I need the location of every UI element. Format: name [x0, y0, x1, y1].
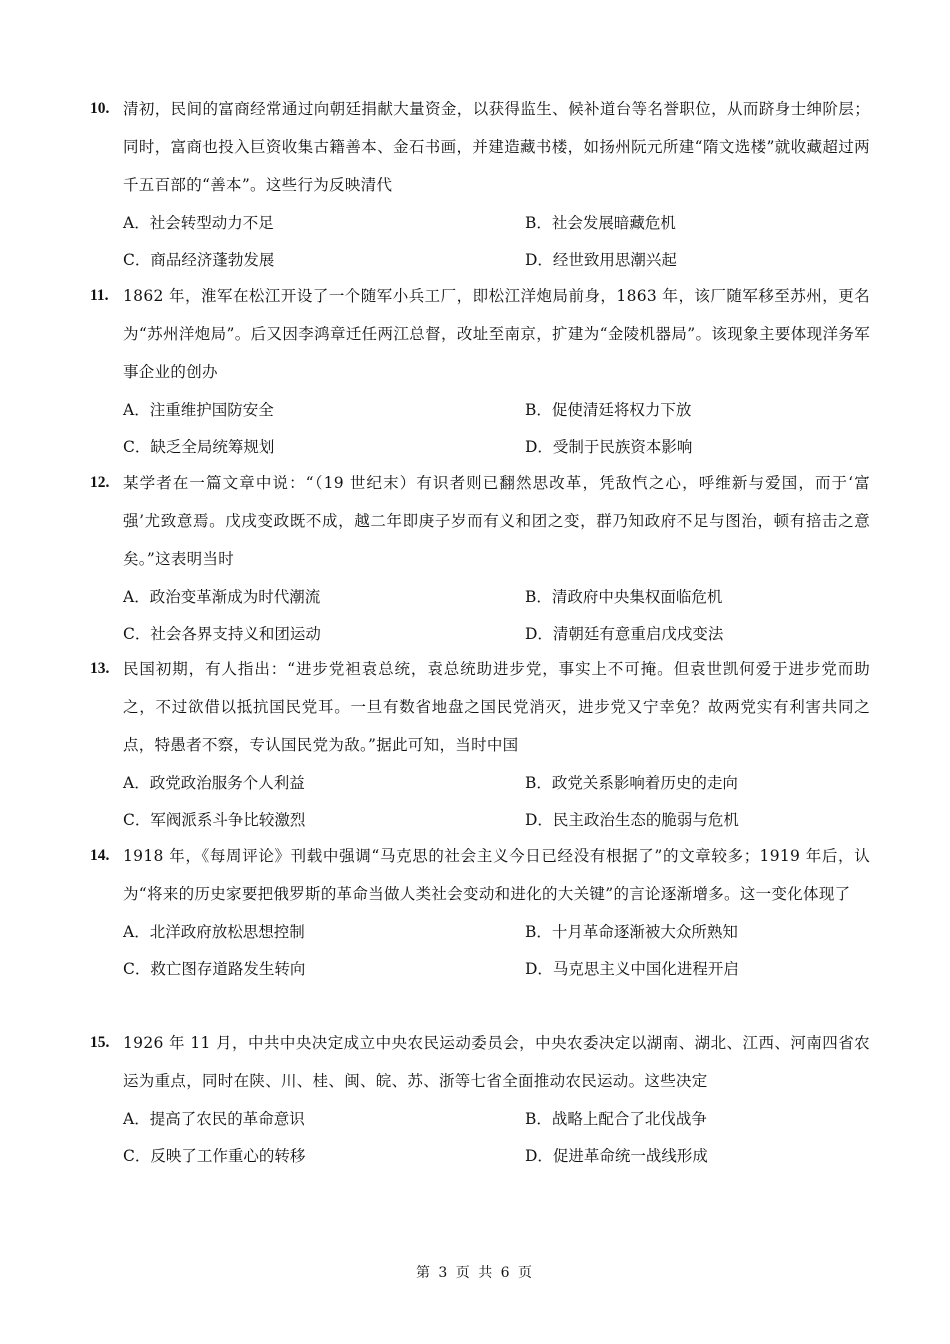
option-b[interactable]: B．十月革命逐渐被大众所熟知 [525, 923, 738, 941]
option-d[interactable]: D．马克思主义中国化进程开启 [525, 960, 739, 978]
option-group [123, 391, 870, 466]
option-c[interactable]: C．社会各界支持义和团运动 [123, 625, 321, 643]
option-a[interactable]: A．政治变革渐成为时代潮流 [123, 588, 321, 606]
page-footer: 第 3 页 共 6 页 [415, 1265, 535, 1281]
option-d[interactable]: D．民主政治生态的脆弱与危机 [525, 811, 739, 829]
option-b[interactable]: B．政党关系影响着历史的走向 [525, 774, 738, 792]
option-group [123, 578, 870, 653]
option-d[interactable]: D．清朝廷有意重启戊戌变法 [525, 625, 724, 643]
question-number: 12. [90, 474, 110, 491]
option-b[interactable]: B．促使清廷将权力下放 [525, 401, 692, 419]
option-c[interactable]: C．缺乏全局统筹规划 [123, 438, 275, 456]
question-13 [90, 650, 870, 839]
option-c[interactable]: C．商品经济蓬勃发展 [123, 251, 275, 269]
option-group [123, 913, 870, 988]
question-10 [90, 90, 870, 279]
option-d[interactable]: D．经世致用思潮兴起 [525, 251, 677, 269]
option-c[interactable]: C．反映了工作重心的转移 [123, 1147, 306, 1165]
question-11 [90, 277, 870, 466]
question-15 [90, 1024, 870, 1175]
option-a[interactable]: A．注重维护国防安全 [123, 401, 274, 419]
question-number: 14. [90, 847, 110, 864]
question-stem: 1926 年 11 月，中共中央决定成立中央农民运动委员会，中央农委决定以湖南、湖北、江西、河南四省农运为重点，同时在陕、川、桂、闽、皖、苏、浙等七省全面推动农民运动。这些决定 [123, 1034, 870, 1090]
option-c[interactable]: C．军阀派系斗争比较激烈 [123, 811, 306, 829]
option-d[interactable]: D．受制于民族资本影响 [525, 438, 693, 456]
question-stem: 某学者在一篇文章中说：“（19 世纪末）有识者则已翻然思改革，凭敌忾之心，呼维新与爱国，而于‘富强’尤致意焉。戊戌变政既不成，越二年即庚子岁而有义和团之变，群乃知政府不足与图治，顿有掊击之意矣。”这表明当时 [123, 474, 870, 568]
question-number: 13. [90, 660, 110, 677]
question-14 [90, 837, 870, 988]
option-b[interactable]: B．战略上配合了北伐战争 [525, 1110, 707, 1128]
option-group [123, 764, 870, 839]
question-12 [90, 464, 870, 653]
question-stem: 清初，民间的富商经常通过向朝廷捐献大量资金，以获得监生、候补道台等名誉职位，从而跻身士绅阶层；同时，富商也投入巨资收集古籍善本、金石书画，并建造藏书楼，如扬州阮元所建“隋文选楼”就收藏超过两千五百部的“善本”。这些行为反映清代 [123, 100, 870, 194]
option-b[interactable]: B．社会发展暗藏危机 [525, 214, 676, 232]
option-b[interactable]: B．清政府中央集权面临危机 [525, 588, 723, 606]
option-a[interactable]: A．社会转型动力不足 [123, 214, 274, 232]
option-c[interactable]: C．救亡图存道路发生转向 [123, 960, 306, 978]
question-number: 11. [90, 287, 109, 304]
question-stem: 1862 年，淮军在松江开设了一个随军小兵工厂，即松江洋炮局前身，1863 年，该厂随军移至苏州，更名为“苏州洋炮局”。后又因李鸿章迁任两江总督，改址至南京，扩建为“金陵机器局”。该现象主要体现洋务军事企业的创办 [123, 287, 870, 381]
question-stem: 1918 年，《每周评论》刊载中强调“马克思的社会主义今日已经没有根据了”的文章较多；1919 年后，认为“将来的历史家要把俄罗斯的革命当做人类社会变动和进化的大关键”的言论逐渐增多。这一变化体现了 [123, 847, 870, 903]
option-a[interactable]: A．提高了农民的革命意识 [123, 1110, 305, 1128]
option-group [123, 1100, 870, 1175]
question-number: 10. [90, 100, 110, 117]
option-group [123, 204, 870, 279]
question-stem: 民国初期，有人指出：“进步党袒袁总统，袁总统助进步党，事实上不可掩。但袁世凯何爱于进步党而助之，不过欲借以抵抗国民党耳。一旦有数省地盘之国民党消灭，进步党又宁幸免？故两党实有利害共同之点，特愚者不察，专认国民党为敌。”据此可知，当时中国 [123, 660, 870, 754]
option-a[interactable]: A．政党政治服务个人利益 [123, 774, 305, 792]
option-d[interactable]: D．促进革命统一战线形成 [525, 1147, 708, 1165]
question-number: 15. [90, 1034, 110, 1051]
option-a[interactable]: A．北洋政府放松思想控制 [123, 923, 305, 941]
